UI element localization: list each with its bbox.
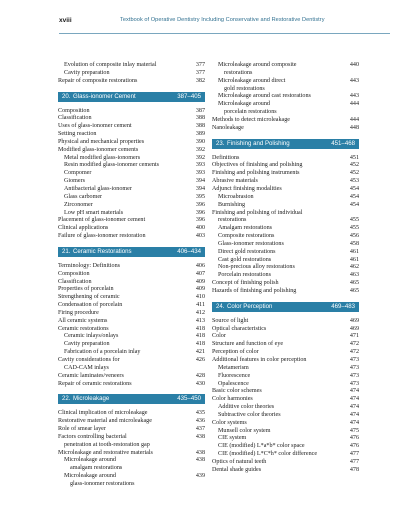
toc-entry-page: 469 [349, 317, 359, 324]
chapter-heading [212, 139, 359, 149]
toc-entry-page: 458 [349, 240, 359, 247]
toc-entry-title: Objectives of finishing and polishing [212, 162, 303, 169]
toc-entry-title: Composition [58, 107, 90, 114]
toc-entry [212, 202, 359, 210]
toc-entry-page: 428 [195, 372, 205, 379]
toc-entry [58, 302, 205, 310]
chapter-page-range: 435–450 [177, 395, 201, 403]
toc-right-column [212, 62, 359, 475]
toc-entry-title: Metamerism [218, 364, 249, 371]
toc-entry-title: Color [212, 333, 226, 340]
toc-entry-page: 396 [195, 201, 205, 208]
toc-entry-title: Microleakage around cast restorations [218, 93, 311, 100]
toc-entry-page: 454 [349, 193, 359, 200]
toc-entry [212, 396, 359, 404]
toc-entry-title: Color systems [212, 419, 247, 426]
toc-entry [212, 459, 359, 467]
toc-entry-title: Dental shade guides [212, 466, 262, 473]
chapter-number: 20. [62, 92, 71, 100]
toc-entry-page: 444 [349, 116, 359, 123]
toc-entry-page: 426 [195, 357, 205, 363]
chapter-heading [58, 247, 205, 257]
toc-entry-page: 406 [195, 262, 205, 269]
toc-entry-title: Source of light [212, 317, 249, 324]
toc-entry-title: Microabrasion [218, 193, 254, 200]
toc-entry [212, 241, 359, 249]
toc-entry [58, 434, 205, 442]
chapter-page-range: 469–483 [331, 302, 355, 310]
chapter-heading [58, 92, 205, 102]
toc-entry [212, 365, 359, 373]
toc-entry-title: amalgam restorations [70, 465, 123, 472]
toc-entry-page: 472 [349, 349, 359, 356]
toc-entry-title: Role of smear layer [58, 426, 106, 433]
toc-entry [58, 410, 205, 418]
toc-entry-page: 478 [349, 466, 359, 473]
toc-entry-page: 477 [349, 451, 359, 458]
toc-entry-title: CIE system [218, 435, 247, 442]
toc-entry-title: Low pH smart materials [64, 209, 124, 216]
toc-entry [212, 86, 359, 94]
toc-entry-page: 396 [195, 217, 205, 224]
toc-entry-page: 382 [195, 77, 205, 84]
chapter-heading [58, 394, 205, 404]
toc-entry-page: 393 [195, 162, 205, 169]
toc-entry-page: 465 [349, 287, 359, 294]
toc-entry-title: Subtractive color theories [218, 411, 281, 418]
toc-entry [212, 62, 359, 70]
toc-entry [212, 349, 359, 357]
toc-entry-page: 454 [349, 201, 359, 208]
toc-entry-title: Giomers [64, 178, 85, 185]
toc-entry-page: 388 [195, 123, 205, 130]
toc-entry-title: porcelain restorations [224, 109, 277, 116]
toc-entry-page: 436 [195, 418, 205, 425]
toc-entry-title: Amalgam restorations [218, 225, 272, 232]
toc-entry-title: penetration at tooth-restoration gap [64, 441, 150, 448]
page-header [0, 17, 416, 31]
toc-entry-title: Ceramic restorations [58, 325, 109, 332]
toc-entry [58, 233, 205, 241]
chapter-title: Finishing and Polishing [227, 139, 290, 147]
toc-entry-page: 407 [195, 270, 205, 277]
toc-entry [212, 186, 359, 194]
toc-entry [58, 418, 205, 426]
toc-entry-title: Finishing and polishing of individual [212, 209, 303, 216]
toc-entry-page: 394 [195, 178, 205, 185]
toc-entry [58, 225, 205, 233]
toc-entry-page: 440 [349, 62, 359, 68]
toc-entry-title: Classification [58, 115, 92, 122]
toc-entry-page: 461 [349, 248, 359, 255]
toc-entry-page: 410 [195, 294, 205, 301]
toc-entry-title: Additional features in color perception [212, 357, 307, 363]
toc-entry-page: 392 [195, 146, 205, 153]
toc-entry-title: Glass-ionomer restorations [218, 240, 284, 247]
toc-entry-title: Compomer [64, 170, 92, 177]
chapter-title: Ceramic Restorations [73, 247, 132, 255]
toc-entry-title: Ceramic inlays/onlays [64, 333, 119, 340]
toc-entry-page: 473 [349, 380, 359, 387]
toc-entry-page: 413 [195, 317, 205, 324]
toc-entry [58, 450, 205, 458]
toc-entry-page: 409 [195, 286, 205, 293]
toc-entry-title: Perception of color [212, 349, 259, 356]
toc-entry [212, 467, 359, 475]
toc-entry [58, 263, 205, 271]
toc-entry [58, 333, 205, 341]
toc-entry-title: Restorative material and microleakage [58, 418, 152, 425]
toc-entry-page: 472 [349, 341, 359, 348]
toc-entry-page: 451 [349, 154, 359, 161]
toc-entry-title: Clinical implication of microleakage [58, 410, 148, 417]
toc-entry-page: 421 [195, 349, 205, 356]
chapter-title: Color Perception [227, 302, 273, 310]
toc-entry-page: 412 [195, 309, 205, 316]
toc-entry [58, 271, 205, 279]
toc-entry-page: 430 [195, 380, 205, 387]
chapter-number: 24. [216, 302, 225, 310]
toc-entry-page: 394 [195, 185, 205, 192]
toc-entry [212, 357, 359, 365]
toc-entry-page: 389 [195, 131, 205, 138]
toc-entry [212, 288, 359, 296]
running-title: Textbook of Operative Dentistry Including Conservative and Restorative Dentistry [120, 17, 325, 23]
chapter-title: Microleakage [73, 395, 110, 403]
toc-entry [58, 147, 205, 155]
toc-entry-title: Repair of ceramic restorations [58, 380, 132, 387]
page-number: xviii [59, 17, 72, 24]
toc-entry-page: 469 [349, 325, 359, 332]
toc-entry-title: Condensation of porcelain [58, 302, 123, 309]
toc-entry [212, 264, 359, 272]
toc-entry-title: Properties of porcelain [58, 286, 114, 293]
toc-entry-title: Composition [58, 270, 90, 277]
toc-entry-page: 443 [349, 77, 359, 84]
toc-entry [58, 186, 205, 194]
toc-entry-title: All ceramic systems [58, 317, 108, 324]
toc-entry-page: 418 [195, 333, 205, 340]
toc-entry-page: 452 [349, 170, 359, 177]
toc-entry-title: Microleakage around direct [218, 77, 286, 84]
toc-entry-page: 390 [195, 138, 205, 145]
chapter-number: 21. [62, 247, 71, 255]
toc-entry-page: 393 [195, 170, 205, 177]
toc-entry-title: Additive color theories [218, 404, 275, 411]
toc-entry-title: Concept of finishing polish [212, 280, 279, 287]
toc-entry [212, 210, 359, 218]
toc-entry [58, 465, 205, 473]
toc-entry [58, 426, 205, 434]
toc-entry-page: 418 [195, 341, 205, 348]
toc-entry-page: 377 [195, 69, 205, 76]
toc-entry [212, 381, 359, 389]
toc-entry [58, 139, 205, 147]
toc-entry [58, 442, 205, 450]
toc-entry-page: 409 [195, 278, 205, 285]
toc-entry-title: Non-precious alloy restorations [218, 264, 295, 271]
toc-entry [212, 451, 359, 459]
toc-entry [212, 70, 359, 78]
toc-entry-page: 463 [349, 272, 359, 279]
toc-entry-title: CIE (modified) L*a*b* color space [218, 443, 305, 450]
toc-entry-title: Microleakage around composite [218, 62, 297, 68]
toc-entry [58, 365, 205, 373]
toc-entry-title: Optics of natural teeth [212, 458, 267, 465]
toc-entry [58, 473, 205, 481]
toc-entry-title: Burnishing [218, 201, 246, 208]
toc-entry-title: Metal modified glass-ionomers [64, 154, 141, 161]
toc-entry [58, 123, 205, 131]
toc-entry-title: Basic color schemes [212, 388, 262, 395]
toc-entry [58, 381, 205, 389]
toc-entry [212, 233, 359, 241]
chapter-page-range: 406–434 [177, 247, 201, 255]
toc-entry-page: 392 [195, 154, 205, 161]
toc-entry-page: 465 [349, 280, 359, 287]
toc-entry-title: Glass carbomer [64, 193, 103, 200]
toc-entry-page: 474 [349, 388, 359, 395]
toc-entry [58, 457, 205, 465]
toc-entry [212, 178, 359, 186]
toc-entry-page: 477 [349, 458, 359, 465]
toc-entry-title: Evolution of composite inlay material [64, 62, 157, 68]
toc-entry [58, 357, 205, 365]
toc-entry [212, 249, 359, 257]
toc-entry [212, 404, 359, 412]
toc-entry-page: 438 [195, 433, 205, 440]
toc-entry-page: 455 [349, 217, 359, 224]
toc-entry [58, 318, 205, 326]
toc-entry-title: Color harmonies [212, 396, 253, 403]
toc-entry [212, 388, 359, 396]
toc-entry-title: Direct gold restorations [218, 248, 276, 255]
toc-entry-page: 474 [349, 419, 359, 426]
toc-entry-page: 461 [349, 256, 359, 263]
toc-entry [212, 170, 359, 178]
toc-entry-page: 435 [195, 410, 205, 417]
toc-entry [212, 125, 359, 133]
toc-entry-title: Zirconomer [64, 201, 93, 208]
toc-entry [212, 117, 359, 125]
toc-entry [58, 217, 205, 225]
toc-entry [212, 225, 359, 233]
toc-entry [212, 373, 359, 381]
toc-entry-title: Munsell color system [218, 427, 271, 434]
toc-entry [58, 326, 205, 334]
toc-entry [58, 341, 205, 349]
toc-entry-title: Firing procedure [58, 309, 99, 316]
toc-entry [212, 326, 359, 334]
toc-entry-title: Strengthening of ceramic [58, 294, 120, 301]
toc-entry-title: Composite restorations [218, 233, 275, 240]
toc-entry-page: 377 [195, 62, 205, 68]
toc-entry-title: gold restorations [224, 85, 265, 92]
toc-entry [212, 420, 359, 428]
toc-entry-title: Physical and mechanical properties [58, 138, 145, 145]
toc-entry-title: Adjunct finishing modalities [212, 185, 282, 192]
toc-entry-title: Cast gold restorations [218, 256, 272, 263]
toc-entry [212, 318, 359, 326]
toc-entry-title: Classification [58, 278, 92, 285]
toc-entry [212, 109, 359, 117]
toc-entry-title: Microleakage around [218, 101, 270, 108]
toc-entry-title: CAD-CAM inlays [64, 364, 109, 371]
toc-entry-title: Clinical applications [58, 225, 109, 232]
toc-entry-title: Factors controlling bacterial [58, 433, 127, 440]
toc-entry-title: Methods to detect microleakage [212, 116, 291, 123]
chapter-title: Glass-ionomer Cement [73, 92, 136, 100]
toc-entry-page: 474 [349, 396, 359, 403]
toc-entry-page: 400 [195, 225, 205, 232]
toc-entry [58, 78, 205, 86]
toc-entry-title: Microleakage around [64, 457, 116, 464]
toc-entry-page: 474 [349, 404, 359, 411]
toc-entry-title: Optical characteristics [212, 325, 267, 332]
toc-entry-title: Modified glass-ionomer cements [58, 146, 139, 153]
toc-entry-page: 454 [349, 185, 359, 192]
toc-entry [58, 481, 205, 489]
toc-entry-title: Opalescence [218, 380, 249, 387]
toc-entry [212, 443, 359, 451]
toc-entry [212, 162, 359, 170]
toc-entry-title: Repair of composite restorations [58, 77, 138, 84]
toc-entry [58, 194, 205, 202]
toc-entry [212, 101, 359, 109]
toc-entry-page: 388 [195, 115, 205, 122]
toc-entry-page: 471 [349, 333, 359, 340]
toc-entry [212, 257, 359, 265]
toc-entry-page: 439 [195, 473, 205, 480]
toc-entry-page: 395 [195, 193, 205, 200]
toc-entry [58, 131, 205, 139]
toc-entry [58, 349, 205, 357]
toc-entry-title: restorations [218, 217, 247, 224]
toc-entry-title: Cavity preparation [64, 341, 110, 348]
toc-entry-title: Microleakage around [64, 473, 116, 480]
toc-entry-title: Abrasive materials [212, 178, 258, 185]
toc-entry-page: 452 [349, 162, 359, 169]
toc-entry-title: Structure and function of eye [212, 341, 284, 348]
toc-entry [58, 178, 205, 186]
toc-entry [58, 310, 205, 318]
toc-entry-title: Failure of glass-ionomer restoration [58, 233, 146, 240]
toc-entry-page: 418 [195, 325, 205, 332]
toc-entry [212, 78, 359, 86]
toc-entry-title: Nanoleakage [212, 124, 244, 131]
toc-entry [212, 428, 359, 436]
chapter-number: 22. [62, 395, 71, 403]
toc-entry-page: 476 [349, 435, 359, 442]
toc-entry-title: CIE (modified) L*C*h* color difference [218, 451, 318, 458]
toc-entry-page: 473 [349, 357, 359, 363]
toc-entry [212, 93, 359, 101]
toc-entry-title: Antibacterial glass-ionomer [64, 185, 132, 192]
toc-entry-page: 462 [349, 264, 359, 271]
toc-entry-page: 438 [195, 449, 205, 456]
toc-entry-page: 444 [349, 101, 359, 108]
toc-entry [58, 70, 205, 78]
toc-entry-title: Definitions [212, 154, 240, 161]
toc-entry-title: Hazards of finishing and polishing [212, 287, 297, 294]
toc-entry-page: 437 [195, 426, 205, 433]
toc-entry-page: 387 [195, 107, 205, 114]
toc-entry-title: Setting reaction [58, 131, 97, 138]
toc-entry-title: restorations [224, 69, 253, 76]
toc-entry-page: 475 [349, 427, 359, 434]
toc-entry [212, 412, 359, 420]
chapter-page-range: 387–405 [177, 92, 201, 100]
toc-entry [58, 170, 205, 178]
toc-entry-page: 473 [349, 364, 359, 371]
toc-entry [58, 294, 205, 302]
toc-entry-title: Cavity considerations for [58, 357, 120, 363]
toc-entry-page: 443 [349, 93, 359, 100]
toc-entry-title: Fabrication of a porcelain inlay [64, 349, 141, 356]
toc-entry-title: Porcelain restorations [218, 272, 271, 279]
toc-entry-title: Finishing and polishing instruments [212, 170, 300, 177]
toc-entry-title: Fluorescence [218, 372, 251, 379]
toc-entry-page: 448 [349, 124, 359, 131]
toc-entry-page: 474 [349, 411, 359, 418]
toc-entry-page: 473 [349, 372, 359, 379]
toc-left-column [58, 62, 205, 489]
toc-entry-page: 455 [349, 225, 359, 232]
toc-entry-page: 438 [195, 457, 205, 464]
toc-entry [58, 373, 205, 381]
toc-entry-title: Microleakage and restorative materials [58, 449, 153, 456]
toc-entry-title: Cavity preparation [64, 69, 110, 76]
toc-entry-title: Ceramic laminates/veneers [58, 372, 124, 379]
toc-entry [58, 202, 205, 210]
toc-entry-page: 411 [196, 302, 205, 309]
toc-entry-page: 476 [349, 443, 359, 450]
toc-entry-page: 456 [349, 233, 359, 240]
chapter-number: 23. [216, 139, 225, 147]
toc-entry [212, 272, 359, 280]
toc-entry-title: Terminology: Definitions [58, 262, 121, 269]
chapter-heading [212, 302, 359, 312]
toc-entry [212, 341, 359, 349]
toc-entry-title: glass-ionomer restorations [70, 480, 135, 487]
toc-entry [212, 280, 359, 288]
header-divider [59, 33, 390, 34]
toc-entry-title: Uses of glass-ionomer cement [58, 123, 132, 130]
toc-entry-page: 453 [349, 178, 359, 185]
toc-entry [212, 217, 359, 225]
toc-entry-page: 396 [195, 209, 205, 216]
toc-entry [212, 194, 359, 202]
toc-entry [58, 62, 205, 70]
toc-entry-title: Resin modified glass-ionomer cements [64, 162, 159, 169]
toc-entry-title: Placement of glass-ionomer cement [58, 217, 146, 224]
toc-entry [58, 162, 205, 170]
chapter-page-range: 451–468 [331, 139, 355, 147]
toc-entry-page: 403 [195, 233, 205, 240]
